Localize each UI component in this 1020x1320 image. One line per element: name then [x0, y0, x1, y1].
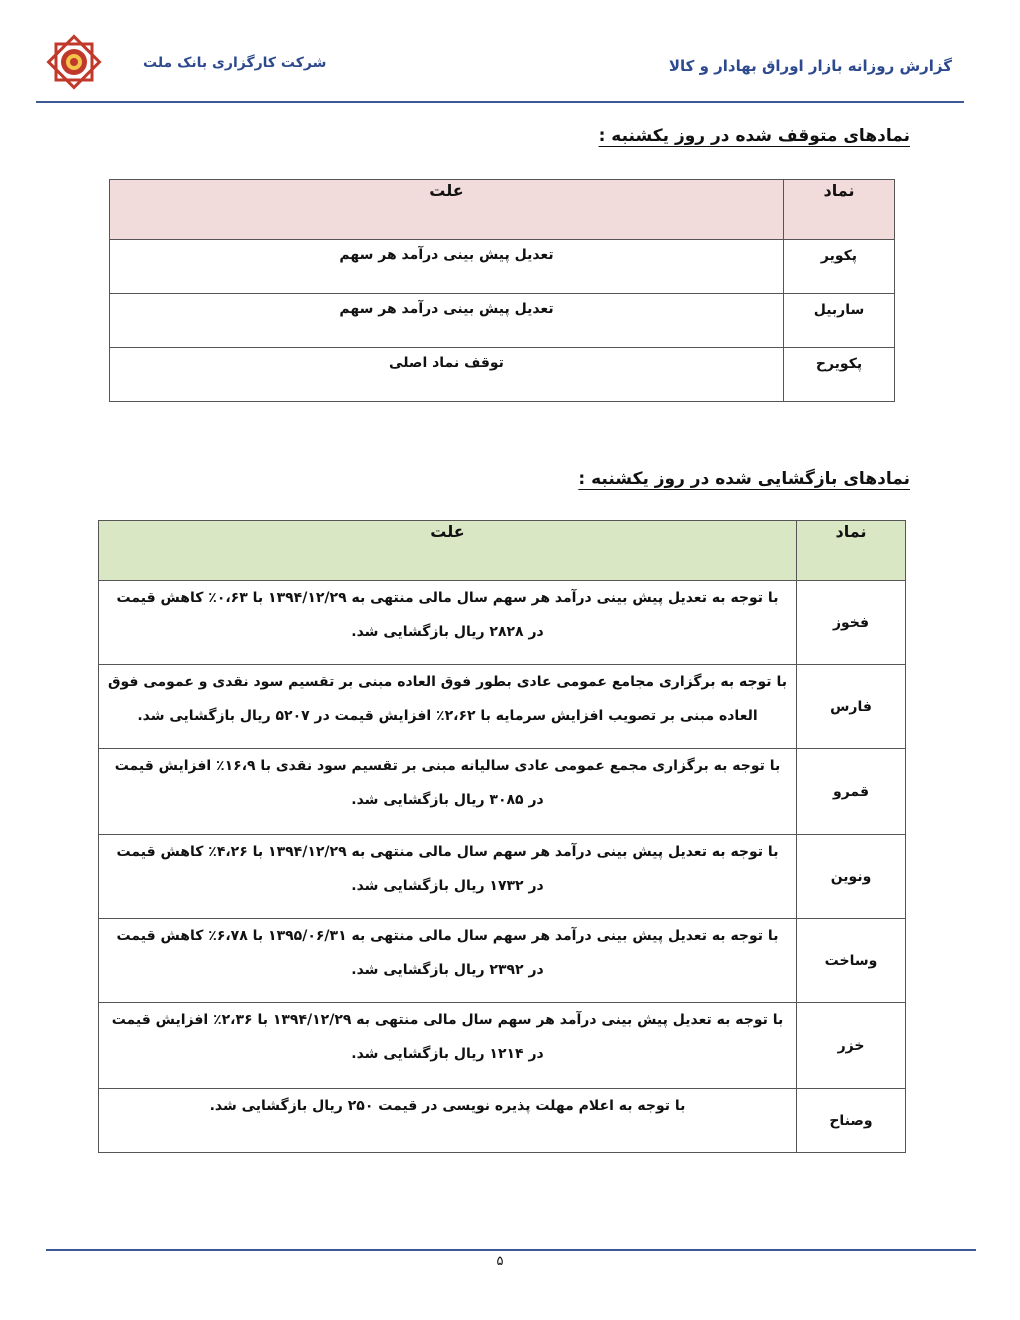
header-divider: [36, 101, 964, 103]
reason-cell: با توجه به برگزاری مجامع عمومی عادی بطور فوق العاده مبنی بر تقسیم سود نقدی و عمومی فوق العاده مبنی بر تصویب افزایش سرمایه با ۲،۶۲٪ افزایش قیمت در ۵۲۰۷ ریال بازگشایی شد.: [99, 665, 797, 749]
symbol-cell: فارس: [797, 665, 906, 749]
report-title: گزارش روزانه بازار اوراق بهادار و کالا: [668, 57, 952, 75]
table-row: [99, 665, 906, 749]
table-row: [99, 1003, 906, 1089]
symbol-cell: وساخت: [797, 919, 906, 1003]
table-header-row: [99, 521, 906, 581]
suspended-heading: نمادهای متوقف شده در روز یکشنبه :: [598, 126, 910, 146]
page-number: ۵: [496, 1254, 504, 1269]
symbol-cell: خزر: [797, 1003, 906, 1089]
reason-cell: با توجه به تعدیل پیش بینی درآمد هر سهم سال مالی منتهی به ۱۳۹۴/۱۲/۲۹ با ۲،۳۶٪ افزایش قیمت در ۱۲۱۴ ریال بازگشایی شد.: [99, 1003, 797, 1089]
table-row: [110, 294, 895, 348]
table-row: [99, 1089, 906, 1153]
symbol-cell: قمرو: [797, 749, 906, 835]
suspended-table: [109, 179, 895, 402]
table-row: [99, 835, 906, 919]
reason-cell: توقف نماد اصلی: [110, 348, 784, 402]
company-name: شرکت کارگزاری بانک ملت: [143, 55, 327, 71]
bank-mellat-logo: [42, 30, 106, 94]
table-row: [99, 749, 906, 835]
reopened-table: [98, 520, 906, 1153]
column-header-reason: علت: [99, 521, 797, 581]
column-header-symbol: نماد: [797, 521, 906, 581]
table-row: [110, 348, 895, 402]
reason-cell: تعدیل پیش بینی درآمد هر سهم: [110, 240, 784, 294]
table-row: [110, 240, 895, 294]
reason-cell: با توجه به تعدیل پیش بینی درآمد هر سهم سال مالی منتهی به ۱۳۹۵/۰۶/۳۱ با ۶،۷۸٪ کاهش قیمت در ۲۳۹۲ ریال بازگشایی شد.: [99, 919, 797, 1003]
reason-cell: با توجه به تعدیل پیش بینی درآمد هر سهم سال مالی منتهی به ۱۳۹۴/۱۲/۲۹ با ۰،۶۳٪ کاهش قیمت در ۲۸۲۸ ریال بازگشایی شد.: [99, 581, 797, 665]
footer-divider: [46, 1249, 976, 1251]
symbol-cell: وصناح: [797, 1089, 906, 1153]
symbol-cell: فخوز: [797, 581, 906, 665]
symbol-cell: ساربیل: [784, 294, 895, 348]
reopened-heading: نمادهای بازگشایی شده در روز یکشنبه :: [578, 469, 910, 489]
table-row: [99, 581, 906, 665]
symbol-cell: ونوین: [797, 835, 906, 919]
reason-cell: تعدیل پیش بینی درآمد هر سهم: [110, 294, 784, 348]
column-header-symbol: نماد: [784, 180, 895, 240]
table-row: [99, 919, 906, 1003]
table-header-row: [110, 180, 895, 240]
reason-cell: با توجه به برگزاری مجمع عمومی عادی سالیانه مبنی بر تقسیم سود نقدی با ۱۶،۹٪ افزایش قیمت در ۳۰۸۵ ریال بازگشایی شد.: [99, 749, 797, 835]
reason-cell: با توجه به تعدیل پیش بینی درآمد هر سهم سال مالی منتهی به ۱۳۹۴/۱۲/۲۹ با ۴،۲۶٪ کاهش قیمت در ۱۷۳۲ ریال بازگشایی شد.: [99, 835, 797, 919]
symbol-cell: پکویرح: [784, 348, 895, 402]
reason-cell: با توجه به اعلام مهلت پذیره نویسی در قیمت ۲۵۰ ریال بازگشایی شد.: [99, 1089, 797, 1153]
symbol-cell: پکویر: [784, 240, 895, 294]
column-header-reason: علت: [110, 180, 784, 240]
